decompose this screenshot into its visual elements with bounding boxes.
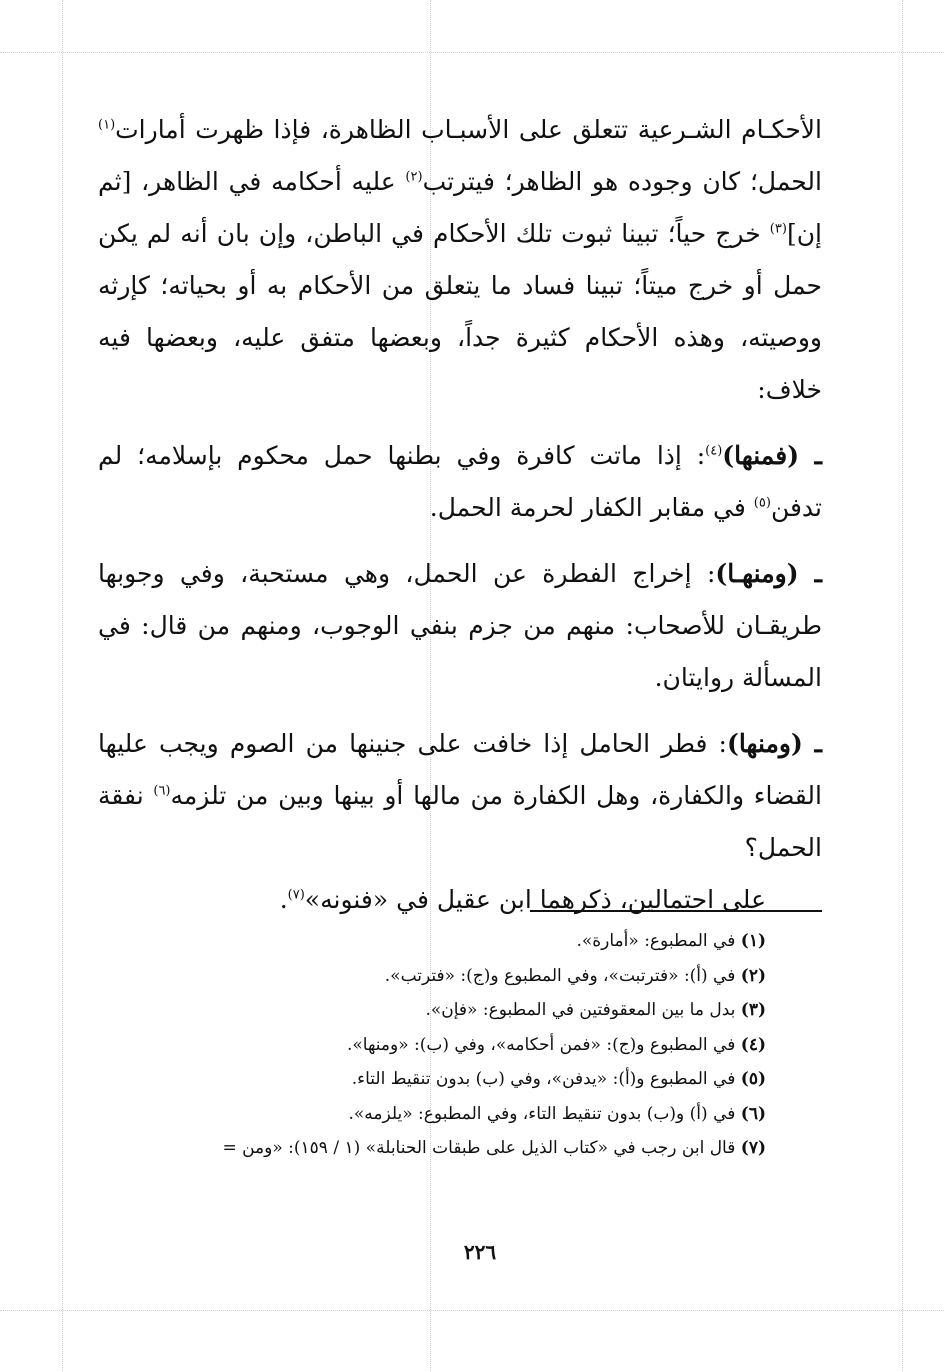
paragraph-conclusion xyxy=(98,874,822,926)
footnote-number: (٦) xyxy=(740,1103,766,1124)
footnote-number: (٢) xyxy=(740,965,766,986)
dash: ـ xyxy=(802,729,822,758)
guide-line xyxy=(0,1310,944,1311)
footnote xyxy=(98,1097,766,1132)
footnote xyxy=(98,924,766,959)
footnote-number: (٣) xyxy=(740,1000,766,1020)
text: الأحكـام الشـرعية تتعلق على الأسبـاب الظاهرة، فإذا ظهرت أمارات xyxy=(115,115,822,144)
footnote-ref[interactable]: (٧) xyxy=(287,887,305,903)
footnote-number: (٥) xyxy=(740,1069,766,1089)
guide-line xyxy=(902,0,903,1372)
text: على احتمالين، ذكرهما ابن عقيل في «فنونه» xyxy=(304,885,766,914)
footnote xyxy=(98,959,766,994)
text: . xyxy=(279,885,288,914)
footnote xyxy=(98,993,766,1028)
text: خرج حياً؛ تبينا ثبوت تلك الأحكام في الباطن، وإن بان أنه لم يكن حمل أو خرج ميتاً؛ تبينا فساد ما يتعلق من الأحكام به أو بحياته؛ كإرثه ووصيته، وهذه الأحكام كثيرة جداً، وبعضها متفق عليه، وبعضها فيه خلاف: xyxy=(98,219,822,404)
text: : فطر الحامل إذا خافت على جنينها من الصوم ويجب عليها القضاء والكفارة، وهل الكفارة من مالها أو بينها وبين من تلزمه xyxy=(98,729,822,810)
dash: ـ xyxy=(798,559,822,588)
page-number: ٢٢٦ xyxy=(463,1240,497,1264)
text: : إذا ماتت كافرة وفي بطنها حمل محكوم بإسلامه؛ لم تدفن xyxy=(98,441,822,522)
footnote-number: (٤) xyxy=(740,1034,766,1055)
main-text xyxy=(98,104,822,926)
text: : إخراج الفطرة عن الحمل، وهي مستحبة، وفي وجوبها طريقـان للأصحاب: منهم من جزم بنفي الوجوب، ومنهم من قال: في المسألة روايتان. xyxy=(98,559,822,692)
text: عليه أحكامه في الظاهر، [ثم إن] xyxy=(98,167,822,248)
footnote-text: في (أ): «فترتبت»، وفي المطبوع و(ج): «فترتب». xyxy=(384,965,741,986)
text: الحمل؛ كان وجوده هو الظاهر؛ فيترتب xyxy=(422,167,822,196)
footnote-text: بدل ما بين المعقوفتين في المطبوع: «فإن». xyxy=(425,1000,741,1020)
footnote xyxy=(98,1062,766,1097)
footnote-separator xyxy=(530,910,822,912)
footnote-ref[interactable]: (٥) xyxy=(753,495,771,511)
lead-word: (ومنها) xyxy=(726,729,803,758)
footnote xyxy=(98,1131,766,1166)
lead-word: (ومنهـا) xyxy=(715,559,799,588)
footnote-ref[interactable]: (٢) xyxy=(405,169,423,185)
footnote-text: قال ابن رجب في «كتاب الذيل على طبقات الحنابلة» (١ / ١٥٩): «ومن = xyxy=(222,1138,741,1158)
footnote-ref[interactable]: (٣) xyxy=(769,221,787,237)
paragraph-intro xyxy=(98,104,822,416)
footnote-text: في المطبوع و(ج): «فمن أحكامه»، وفي (ب): «ومنها». xyxy=(346,1034,741,1055)
footnote-number: (٧) xyxy=(740,1138,766,1158)
paragraph-second-ruling xyxy=(98,548,822,704)
text: نفقة الحمل؟ xyxy=(98,781,822,862)
footnotes xyxy=(98,924,766,1166)
footnote-ref[interactable]: (٤) xyxy=(705,443,723,459)
footnote-ref[interactable]: (١) xyxy=(98,117,116,133)
paragraph-third-ruling xyxy=(98,718,822,874)
guide-line xyxy=(0,52,944,53)
footnote xyxy=(98,1028,766,1063)
footnote-ref[interactable]: (٦) xyxy=(153,783,171,799)
paragraph-first-ruling xyxy=(98,430,822,534)
footnote-text: في (أ) و(ب) بدون تنقيط التاء، وفي المطبوع: «يلزمه». xyxy=(348,1103,741,1124)
footnote-number: (١) xyxy=(740,931,766,951)
guide-line xyxy=(62,0,63,1372)
footnote-text: في المطبوع و(أ): «يدفن»، وفي (ب) بدون تنقيط التاء. xyxy=(351,1069,741,1089)
text: في مقابر الكفار لحرمة الحمل. xyxy=(429,493,754,522)
dash: ـ xyxy=(799,441,822,470)
lead-word: (فمنها) xyxy=(722,441,800,470)
footnote-text: في المطبوع: «أمارة». xyxy=(576,931,741,951)
